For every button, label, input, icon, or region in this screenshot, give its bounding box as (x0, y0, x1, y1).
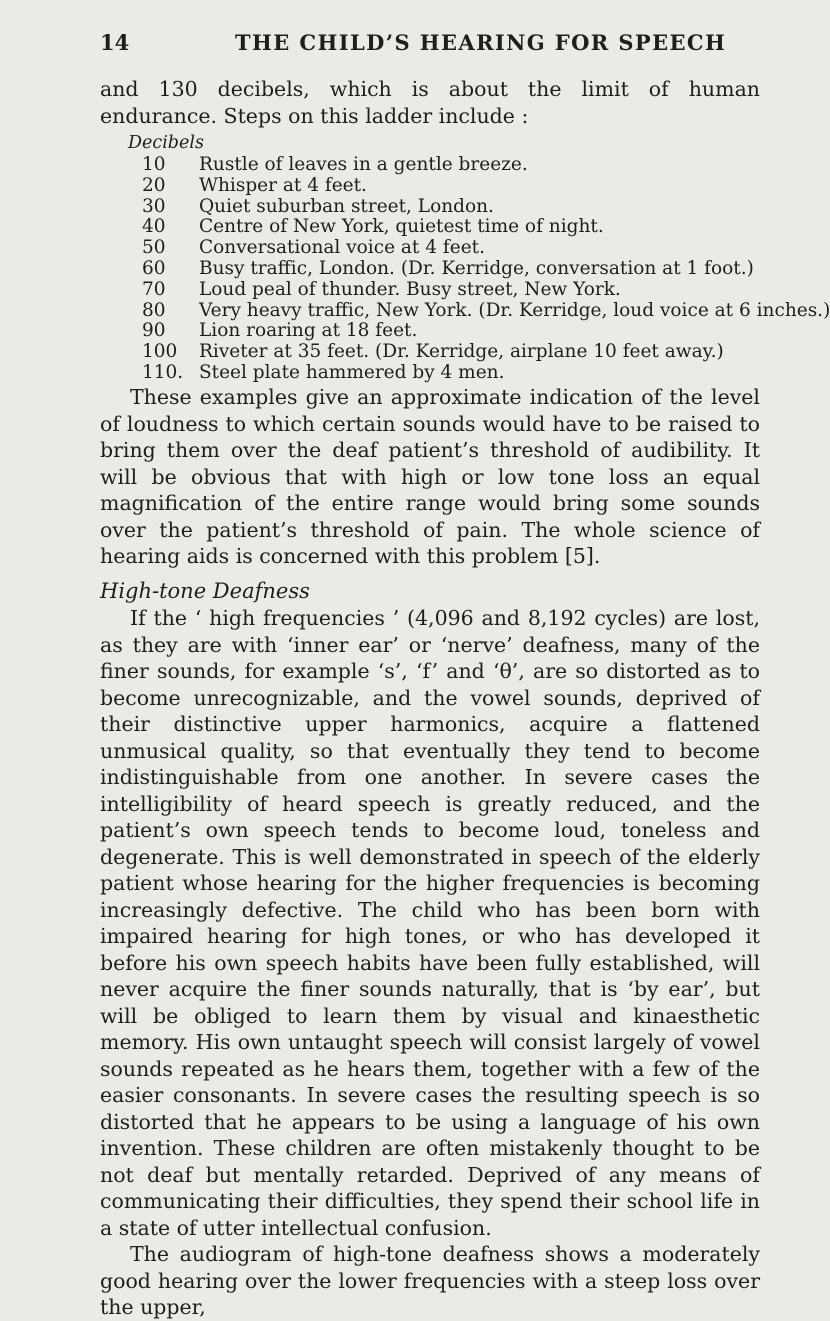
decibel-value: 30 (142, 195, 166, 217)
decibel-value: 70 (142, 278, 166, 300)
decibel-ladder (100, 133, 830, 384)
decibel-value: 100 (142, 341, 178, 363)
decibel-value: 60 (142, 257, 166, 279)
ladder-row (100, 217, 780, 238)
sound-description: Loud peal of thunder. Busy street, New York. (199, 278, 621, 300)
paragraph-1-text: These examples give an approximate indication of the level of loudness to which certain sounds would have to be raised to bring them over the deaf patient’s threshold of audibility. It will be obvious that with high or low tone loss an equal magnification of the entire range would bring some sounds over the patient’s threshold of pain. The whole science of hearing aids is concerned with this problem [5]. (100, 385, 760, 568)
decibel-value: 10 (142, 154, 166, 175)
decibel-value: 110. (142, 361, 184, 383)
running-head (100, 30, 760, 62)
intro-paragraph: and 130 decibels, which is about the limit of human endurance. Steps on this ladder include : (100, 77, 760, 128)
ladder-row (100, 299, 830, 322)
header-title: THE CHILD’S HEARING FOR SPEECH (235, 30, 727, 55)
ladder-row (100, 259, 780, 280)
sound-description: Rustle of leaves in a gentle breeze. (199, 154, 528, 175)
sound-description: Riveter at 35 feet. (Dr. Kerridge, airplane 10 feet away.) (199, 341, 724, 363)
sound-description: Centre of New York, quietest time of night. (199, 216, 604, 238)
decibel-value: 20 (142, 174, 166, 196)
ladder-row (100, 197, 780, 218)
paragraph-1 (100, 384, 760, 570)
ladder-row (100, 321, 780, 342)
decibels-heading: Decibels (128, 133, 204, 153)
ladder-rows (100, 154, 830, 384)
sound-description: Very heavy traffic, New York. (Dr. Kerridge, loud voice at 6 inches.) (199, 299, 830, 321)
intro-text (100, 76, 760, 129)
decibel-value: 50 (142, 237, 166, 259)
sound-description: Conversational voice at 4 feet. (199, 237, 485, 259)
section-heading: High-tone Deafness (100, 579, 310, 603)
ladder-row (100, 155, 780, 176)
paragraph-2 (100, 605, 760, 1321)
decibel-value: 80 (142, 299, 166, 321)
ladder-row (100, 363, 780, 384)
ladder-row (100, 280, 780, 301)
paragraph-2-text: If the ‘ high frequencies ’ (4,096 and 8,192 cycles) are lost, as they are with ‘inner ear’ or ‘nerve’ deafness, many of the finer sounds, for example ‘s’, ‘f’ and ‘θ’, are so distorted as to become unrecognizable, and the vowel sounds, deprived of their distinctive upper harmonics, acquire a flattened unmusical quality, so that eventually they tend to become indistinguishable from one another. In severe cases the intelligibility of heard speech is greatly reduced, and the patient’s own speech tends to become loud, toneless and degenerate. This is well demonstrated in speech of the elderly patient whose hearing for the higher frequencies is becoming increasingly defective. The child who has been born with impaired hearing for high tones, or who has developed it before his own speech habits have been fully established, will never acquire the finer sounds naturally, that is ‘by ear’, but will be obliged to learn them by visual and kinaesthetic memory. His own untaught speech will consist largely of vowel sounds repeated as he hears them, together with a few of the easier consonants. In severe cases the resulting speech is so distorted that he appears to be using a language of his own invention. These children are often mistakenly thought to be not deaf but mentally retarded. Deprived of any means of communicating their difficulties, they spend their school life in a state of utter intellectual confusion. (100, 606, 760, 1240)
ladder-row (100, 176, 780, 197)
ladder-row (100, 342, 780, 363)
sound-description: Steel plate hammered by 4 men. (199, 361, 505, 383)
ladder-row (100, 238, 780, 259)
sound-description: Quiet suburban street, London. (199, 195, 494, 217)
sound-description: Lion roaring at 18 feet. (199, 320, 418, 342)
decibel-value: 40 (142, 216, 166, 238)
paragraph-3-text: The audiogram of high-tone deafness shows a moderately good hearing over the lower frequencies with a steep loss over the upper, (100, 1242, 760, 1319)
page-number: 14 (100, 30, 130, 55)
decibel-value: 90 (142, 320, 166, 342)
sound-description: Busy traffic, London. (Dr. Kerridge, conversation at 1 foot.) (199, 257, 754, 279)
sound-description: Whisper at 4 feet. (199, 174, 367, 196)
